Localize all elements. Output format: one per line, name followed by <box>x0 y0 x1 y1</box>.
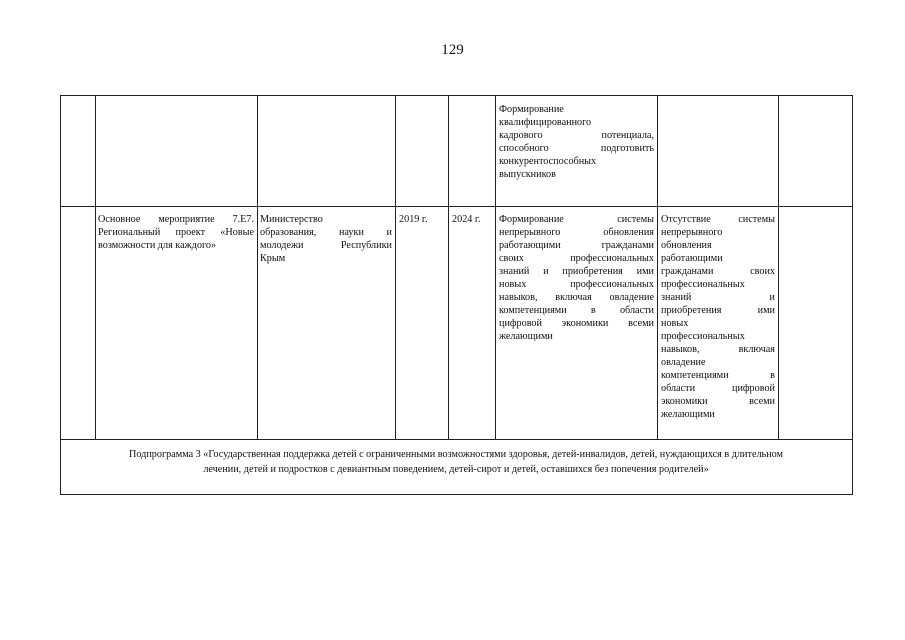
text-line: Основное мероприятие 7.Е7. <box>98 214 254 225</box>
text-line: обновления <box>661 240 712 251</box>
text-line: экономики всеми <box>661 396 775 407</box>
text-line: компетенциями в области <box>499 305 654 316</box>
text-line: знаний и приобретения ими <box>499 266 654 277</box>
text-line: желающими <box>499 331 553 342</box>
text-line: компетенциями в <box>661 370 775 381</box>
text-line: Министерство <box>260 214 323 225</box>
column-divider <box>95 95 96 439</box>
text-line: молодежи Республики <box>260 240 392 251</box>
row2-end-year: 2024 г. <box>452 214 481 225</box>
column-divider <box>395 95 396 439</box>
text-line: квалифицированного <box>499 117 592 128</box>
text-line: овладение <box>661 357 706 368</box>
text-line: желающими <box>661 409 715 420</box>
subprogram-title-line: Подпрограмма 3 «Государственная поддержка детей с ограниченными возможностями здоровья, детей-инвалидов, детей, нуждающихся в длительном <box>129 449 783 460</box>
table-left-border <box>60 95 61 495</box>
table-top-border <box>60 95 853 96</box>
column-divider <box>657 95 658 439</box>
column-divider <box>778 95 779 439</box>
text-line: способного подготовить <box>499 143 654 154</box>
text-line: Формирование <box>499 104 564 115</box>
text-line: цифровой экономики всеми <box>499 318 654 329</box>
row1-result-cell <box>499 103 654 181</box>
column-divider <box>257 95 258 439</box>
text-line: конкурентоспособных <box>499 156 597 167</box>
page-number: 129 <box>441 42 464 58</box>
row-divider <box>60 439 853 440</box>
text-line: Региональный проект «Новые <box>98 227 254 238</box>
table-right-border <box>852 95 853 495</box>
subprogram-title <box>60 447 852 477</box>
row2-consequence-cell <box>661 213 775 421</box>
text-line: навыков, включая <box>661 344 775 355</box>
row-divider <box>60 206 853 207</box>
text-line: непрерывного обновления <box>499 227 654 238</box>
row2-result-cell <box>499 213 654 343</box>
text-line: выпускников <box>499 169 556 180</box>
table-bottom-border <box>60 494 853 495</box>
text-line: профессиональных <box>661 331 745 342</box>
column-divider <box>495 95 496 439</box>
text-line: кадрового потенциала, <box>499 130 654 141</box>
text-line: навыков, включая овладение <box>499 292 654 303</box>
row2-event-cell <box>98 213 254 252</box>
text-line: гражданами своих <box>661 266 775 277</box>
text-line: профессиональных <box>661 279 745 290</box>
text-line: Формирование системы <box>499 214 654 225</box>
text-line: новых профессиональных <box>499 279 654 290</box>
row2-executor-cell <box>260 213 392 265</box>
text-line: знаний и <box>661 292 775 303</box>
subprogram-title-line: лечении, детей и подростков с девиантным поведением, детей-сирот и детей, оставшихся без попечения родителей» <box>203 464 709 475</box>
text-line: новых <box>661 318 689 329</box>
text-line: возможности для каждого» <box>98 240 217 251</box>
text-line: своих профессиональных <box>499 253 654 264</box>
text-line: области цифровой <box>661 383 775 394</box>
text-line: Отсутствие системы <box>661 214 775 225</box>
text-line: работающими гражданами <box>499 240 654 251</box>
text-line: приобретения ими <box>661 305 775 316</box>
text-line: непрерывного <box>661 227 723 238</box>
column-divider <box>448 95 449 439</box>
text-line: работающими <box>661 253 723 264</box>
text-line: Крым <box>260 253 286 264</box>
row2-start-year: 2019 г. <box>399 214 428 225</box>
text-line: образования, науки и <box>260 227 392 238</box>
